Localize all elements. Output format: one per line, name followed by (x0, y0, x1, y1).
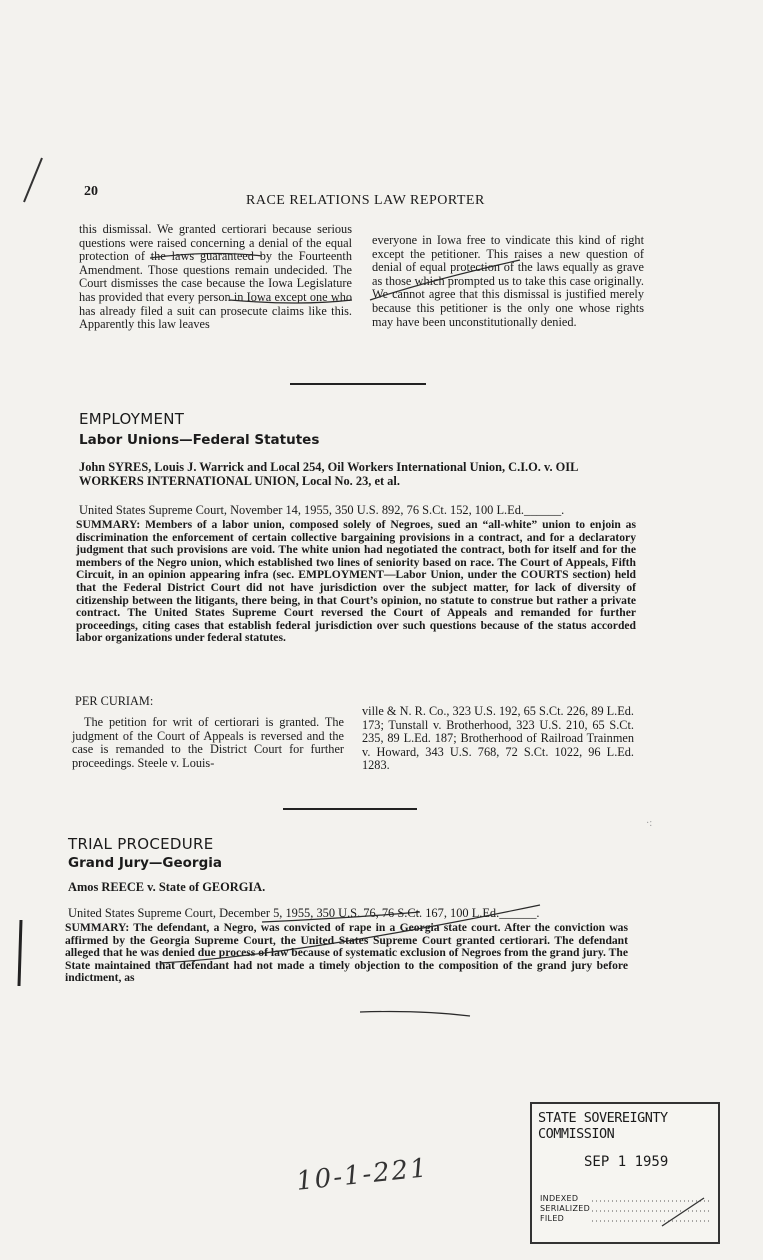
opinion-left-column: The petition for writ of certiorari is granted. The judgment of the Court of Appeals is reversed and the case is remanded to the District Court for further proceedings. Steele v. Louis- (72, 715, 344, 770)
summary-text: Members of a labor union, composed solely of Negroes, sued an “all-white” union to enjoin as discrimination the enforcement of certain collective bargaining provisions in a contract, and for a declaratory judgment that such provisions are void. The white union had negotiated the contract, both for itself and for the members of the Negro union, which established two lines of seniority based on race. The Court of Appeals, Fifth Circuit, in an opinion appearing infra (sec. EMPLOYMENT—Labor Union, under the COURTS section) held that the Federal District Court did not have jurisdiction over the subject matter, for lack of diversity of citizenship between the litigants, there being, in that Court’s opinion, no statute to construe but rather a private contract. The United States Supreme Court reversed the Court of Appeals and remanded for further proceedings, citing cases that establish federal jurisdiction over such questions because of the status accorded labor organizations under federal statutes. (76, 518, 636, 645)
section-divider (290, 383, 426, 385)
section-heading: EMPLOYMENT (79, 410, 185, 428)
handwritten-file-number: 10-1-221 (294, 1153, 431, 1197)
sovereignty-commission-stamp (530, 1102, 720, 1244)
section-heading: TRIAL PROCEDURE (68, 835, 214, 853)
stamp-indexed: INDEXED (540, 1194, 579, 1203)
summary-label: SUMMARY: (76, 518, 141, 531)
case-citation: United States Supreme Court, December 5, 1955, 350 U.S. 76, 76 S.Ct. 167, 100 L.Ed.______. (68, 906, 540, 920)
opinion-right-column: ville & N. R. Co., 323 U.S. 192, 65 S.Ct. 226, 89 L.Ed. 173; Tunstall v. Brotherhood, 323 U.S. 210, 65 S.Ct. 235, 89 L.Ed. 187; Brotherhood of Railroad Trainmen v. Howard, 343 U.S. 768, 72 S.Ct. 1022, 96 L.Ed. 1283. (362, 704, 634, 773)
running-head: RACE RELATIONS LAW REPORTER (246, 193, 485, 208)
intro-left-column: this dismissal. We granted certiorari because serious questions were raised concerning a denial of the equal protection of the laws guaranteed by the Fourteenth Amendment. Those questions remain undecided. The Court dismisses the case because the Iowa Legislature has provided that every person in Iowa except one who has already filed a suit can prosecute claims like this. Apparently this law leaves (79, 222, 352, 332)
section-subheading: Grand Jury—Georgia (68, 855, 222, 871)
margin-bar-mark (16, 918, 26, 988)
margin-pencil-mark (18, 156, 48, 206)
case-citation: United States Supreme Court, November 14, 1955, 350 U.S. 892, 76 S.Ct. 152, 100 L.Ed.______. (79, 503, 565, 517)
stamp-filed: FILED (540, 1214, 565, 1223)
page-number: 20 (84, 184, 98, 199)
stamp-dotted-lines (592, 1196, 712, 1232)
case-parties: John SYRES, Louis J. Warrick and Local 254, Oil Workers International Union, C.I.O. v. OIL WORKERS INTERNATIONAL UNION, Local No. 23, et al. (79, 460, 578, 488)
stamp-date: SEP 1 1959 (584, 1154, 669, 1170)
per-curiam-label: PER CURIAM: (75, 694, 154, 708)
stamp-title: STATE SOVEREIGNTY COMMISSION (538, 1110, 668, 1142)
section-divider (283, 808, 417, 810)
summary-label: SUMMARY: (65, 921, 130, 934)
section-subheading: Labor Unions—Federal Statutes (79, 432, 320, 448)
case-parties: Amos REECE v. State of GEORGIA. (68, 880, 266, 894)
case-summary (65, 922, 628, 985)
scan-speck: ·: (646, 818, 653, 829)
stamp-serialized: SERIALIZED (540, 1204, 591, 1213)
case-summary (76, 519, 636, 645)
intro-right-column: everyone in Iowa free to vindicate this kind of right except the petitioner. This raises a new question of denial of equal protection of the laws equally as grave as those which prompted us to take this case originally. We cannot agree that this dismissal is justified merely because this petitioner is the only one whose rights may have been unconstitutionally denied. (372, 233, 644, 329)
summary-text: The defendant, a Negro, was convicted of rape in a Georgia state court. After the conviction was affirmed by the Georgia Supreme Court, the United States Supreme Court granted certiorari. The defendant alleged that he was denied due process of law because of systematic exclusion of Negroes from the grand jury. The State maintained that defendant had not made a timely objection to the composition of the grand jury before indictment, as (65, 921, 628, 985)
